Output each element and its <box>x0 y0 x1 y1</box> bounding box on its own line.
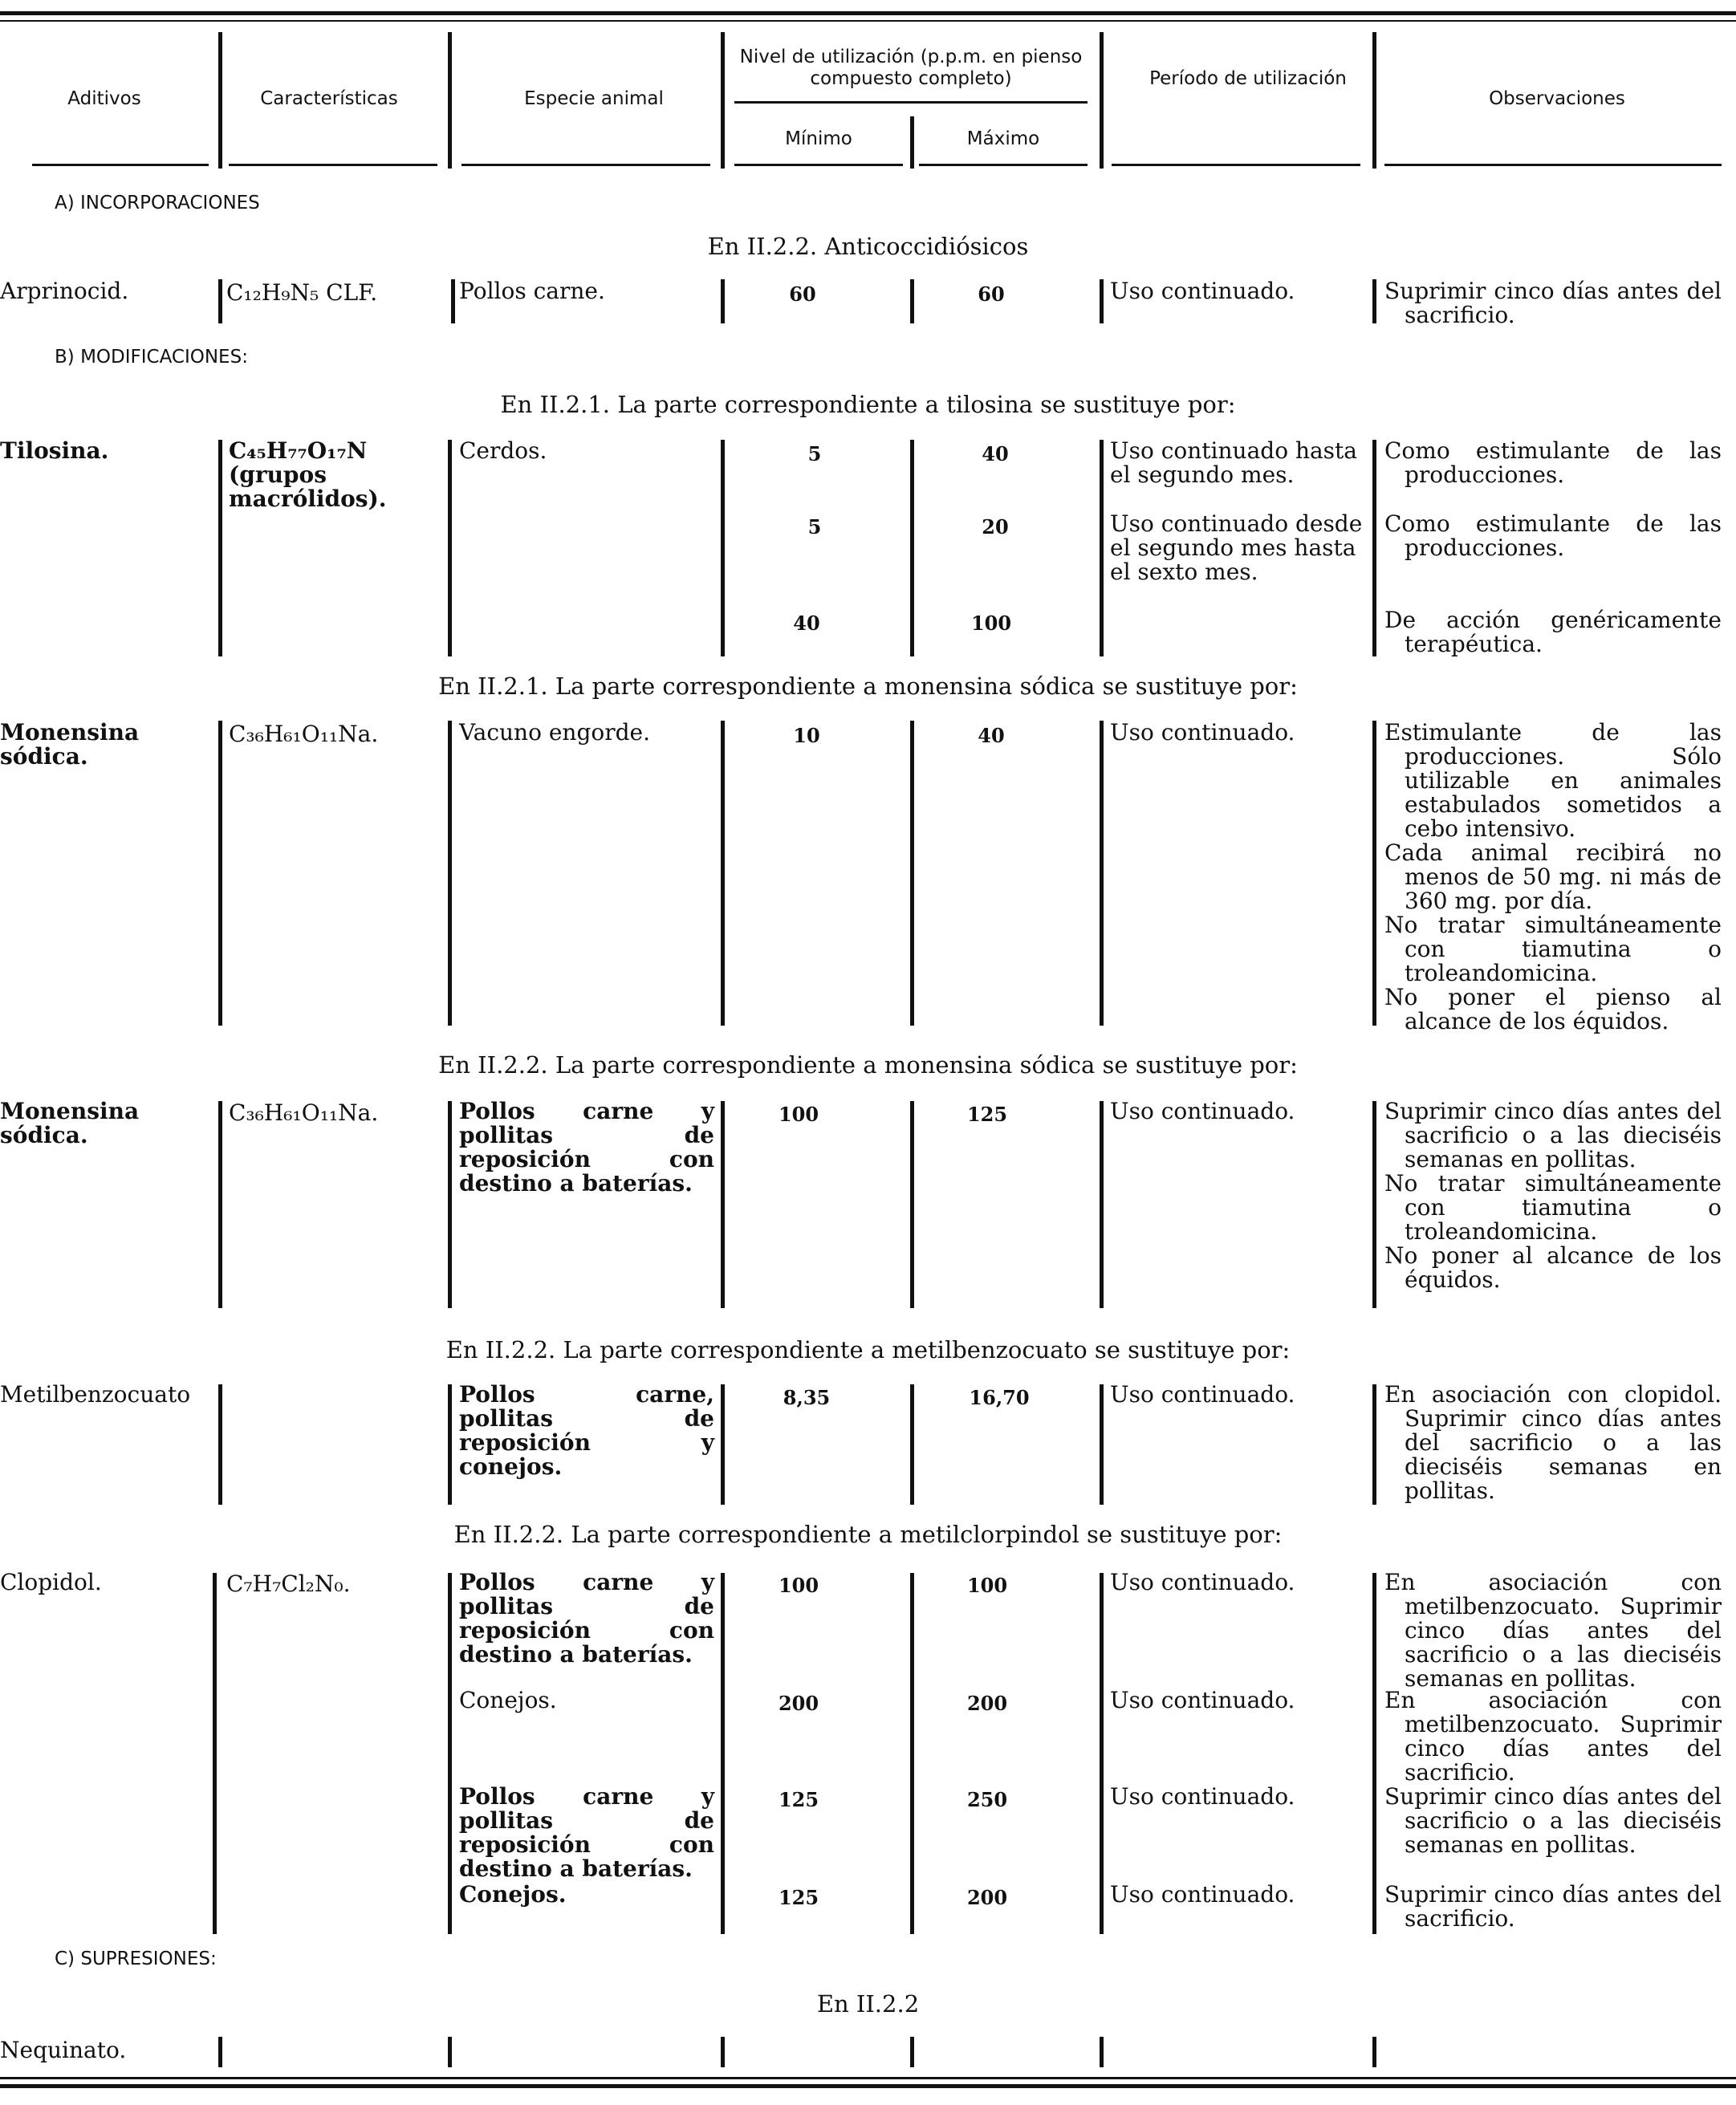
header-minimo: Mínimo <box>785 128 852 149</box>
especie: Pollos carne y pollitas de reposición con destino a baterías. <box>459 1098 714 1197</box>
especie: Cerdos. <box>459 437 547 464</box>
max-value: 100 <box>970 612 1012 635</box>
observaciones: Como estimulante de las producciones. <box>1384 437 1722 488</box>
formula: C₃₆H₆₁O₁₁Na. <box>229 721 379 747</box>
header-observaciones: Observaciones <box>1489 88 1625 109</box>
periodo: Uso continuado. <box>1110 278 1295 304</box>
aditivo-name: Monensina sódica. <box>0 1098 140 1148</box>
aditivo-name: Monensina sódica. <box>0 719 140 770</box>
max-value: 250 <box>966 1788 1008 1811</box>
section-incorporaciones: A) INCORPORACIONES <box>55 193 260 213</box>
especie: Vacuno engorde. <box>459 719 651 746</box>
formula: C₇H₇Cl₂N₀. <box>226 1571 351 1597</box>
bottom-rule-2 <box>0 2084 1736 2088</box>
min-value: 200 <box>778 1692 819 1715</box>
observaciones: Como estimulante de las producciones. <box>1384 510 1722 561</box>
especie: Conejos. <box>459 1881 567 1908</box>
min-value: 40 <box>793 612 820 635</box>
periodo: Uso continuado desde el segundo mes hasta el sexto mes. <box>1110 510 1363 585</box>
observaciones: De acción genéricamente terapéutica. <box>1384 607 1722 657</box>
periodo: Uso continuado. <box>1110 1098 1295 1124</box>
note-metilclorpindol: En II.2.2. La parte correspondiente a metilclorpindol se sustituye por: <box>453 1521 1283 1548</box>
min-value: 100 <box>778 1574 819 1597</box>
observaciones: Estimulante de las producciones. Sólo utilizable en animales estabulados sometidos a cebo intensivo. Cada animal recibirá no menos de 50 mg. ni más de 360 mg. por día. No tratar simultáneamente con tiamutina o troleandomicina. No poner el pienso al alcance de los équidos. <box>1384 719 1722 1034</box>
note-monensina-1: En II.2.1. La parte correspondiente a monensina sódica se sustituye por: <box>438 673 1298 700</box>
header-especie: Especie animal <box>524 88 664 109</box>
periodo: Uso continuado hasta el segundo mes. <box>1110 437 1357 488</box>
header-aditivos: Aditivos <box>67 88 141 109</box>
header-caracteristicas: Características <box>260 88 398 109</box>
max-value: 16,70 <box>969 1386 1030 1409</box>
aditivo-name: Nequinato. <box>0 2037 127 2063</box>
periodo: Uso continuado. <box>1110 1569 1295 1595</box>
note-tilosina: En II.2.1. La parte correspondiente a tilosina se sustituye por: <box>500 391 1236 418</box>
header-maximo: Máximo <box>966 128 1040 149</box>
min-value: 5 <box>807 442 822 465</box>
especie: Pollos carne y pollitas de reposición con destino a baterías. <box>459 1569 714 1668</box>
max-value: 100 <box>966 1574 1008 1597</box>
max-value: 60 <box>978 282 1005 306</box>
formula: C₄₅H₇₇O₁₇N (grupos macrólidos). <box>229 437 387 512</box>
section-modificaciones: B) MODIFICACIONES: <box>55 347 248 368</box>
header-nivel: Nivel de utilización (p.p.m. en pienso compuesto completo) <box>739 47 1083 89</box>
min-value: 125 <box>778 1886 819 1909</box>
max-value: 200 <box>966 1692 1008 1715</box>
top-rule-1 <box>0 11 1736 15</box>
especie: Conejos. <box>459 1687 557 1713</box>
aditivo-name: Clopidol. <box>0 1569 102 1595</box>
periodo: Uso continuado. <box>1110 1881 1295 1908</box>
observaciones: Suprimir cinco días antes del sacrificio. <box>1384 278 1722 328</box>
observaciones: En asociación con metilbenzocuato. Suprimir cinco días antes del sacrificio o a las dieciséis semanas en pollitas. <box>1384 1569 1722 1692</box>
top-rule-2 <box>0 20 1736 22</box>
min-value: 5 <box>807 515 822 538</box>
max-value: 40 <box>982 442 1009 465</box>
aditivo-name: Arprinocid. <box>0 278 129 304</box>
formula: C₃₆H₆₁O₁₁Na. <box>229 1099 379 1126</box>
min-value: 10 <box>793 724 820 747</box>
observaciones: En asociación con metilbenzocuato. Suprimir cinco días antes del sacrificio. <box>1384 1687 1722 1786</box>
note-monensina-2: En II.2.2. La parte correspondiente a monensina sódica se sustituye por: <box>438 1051 1298 1079</box>
min-value: 60 <box>789 282 816 306</box>
periodo: Uso continuado. <box>1110 1381 1295 1408</box>
max-value: 200 <box>966 1886 1008 1909</box>
periodo: Uso continuado. <box>1110 1783 1295 1810</box>
note-metilbenzocuato: En II.2.2. La parte correspondiente a metilbenzocuato se sustituye por: <box>445 1336 1291 1363</box>
max-value: 20 <box>982 515 1009 538</box>
aditivo-name: Tilosina. <box>0 437 109 464</box>
observaciones: En asociación con clopidol. Suprimir cinco días antes del sacrificio o a las dieciséis semanas en pollitas. <box>1384 1381 1722 1504</box>
max-value: 40 <box>978 724 1005 747</box>
max-value: 125 <box>966 1103 1008 1126</box>
note-anticoccidiosicos: En II.2.2. Anticoccidiósicos <box>707 233 1029 260</box>
header-periodo: Período de utilización <box>1149 68 1347 89</box>
note-supresiones: En II.2.2 <box>816 1990 920 2018</box>
formula: C₁₂H₉N₅ CLF. <box>226 279 378 306</box>
bottom-rule-1 <box>0 2077 1736 2079</box>
observaciones: Suprimir cinco días antes del sacrificio o a las dieciséis semanas en pollitas. <box>1384 1783 1722 1858</box>
min-value: 100 <box>778 1103 819 1126</box>
min-value: 125 <box>778 1788 819 1811</box>
periodo: Uso continuado. <box>1110 1687 1295 1713</box>
min-value: 8,35 <box>783 1386 831 1409</box>
section-supresiones: C) SUPRESIONES: <box>55 1949 217 1969</box>
observaciones: Suprimir cinco días antes del sacrificio. <box>1384 1881 1722 1932</box>
observaciones: Suprimir cinco días antes del sacrificio o a las dieciséis semanas en pollitas. No tratar simultáneamente con tiamutina o troleandomicina. No poner al alcance de los équidos. <box>1384 1098 1722 1293</box>
especie: Pollos carne y pollitas de reposición con destino a baterías. <box>459 1783 714 1882</box>
especie: Pollos carne, pollitas de reposición y conejos. <box>459 1381 714 1480</box>
especie: Pollos carne. <box>459 278 605 304</box>
periodo: Uso continuado. <box>1110 719 1295 746</box>
aditivo-name: Metilbenzocuato <box>0 1381 191 1408</box>
